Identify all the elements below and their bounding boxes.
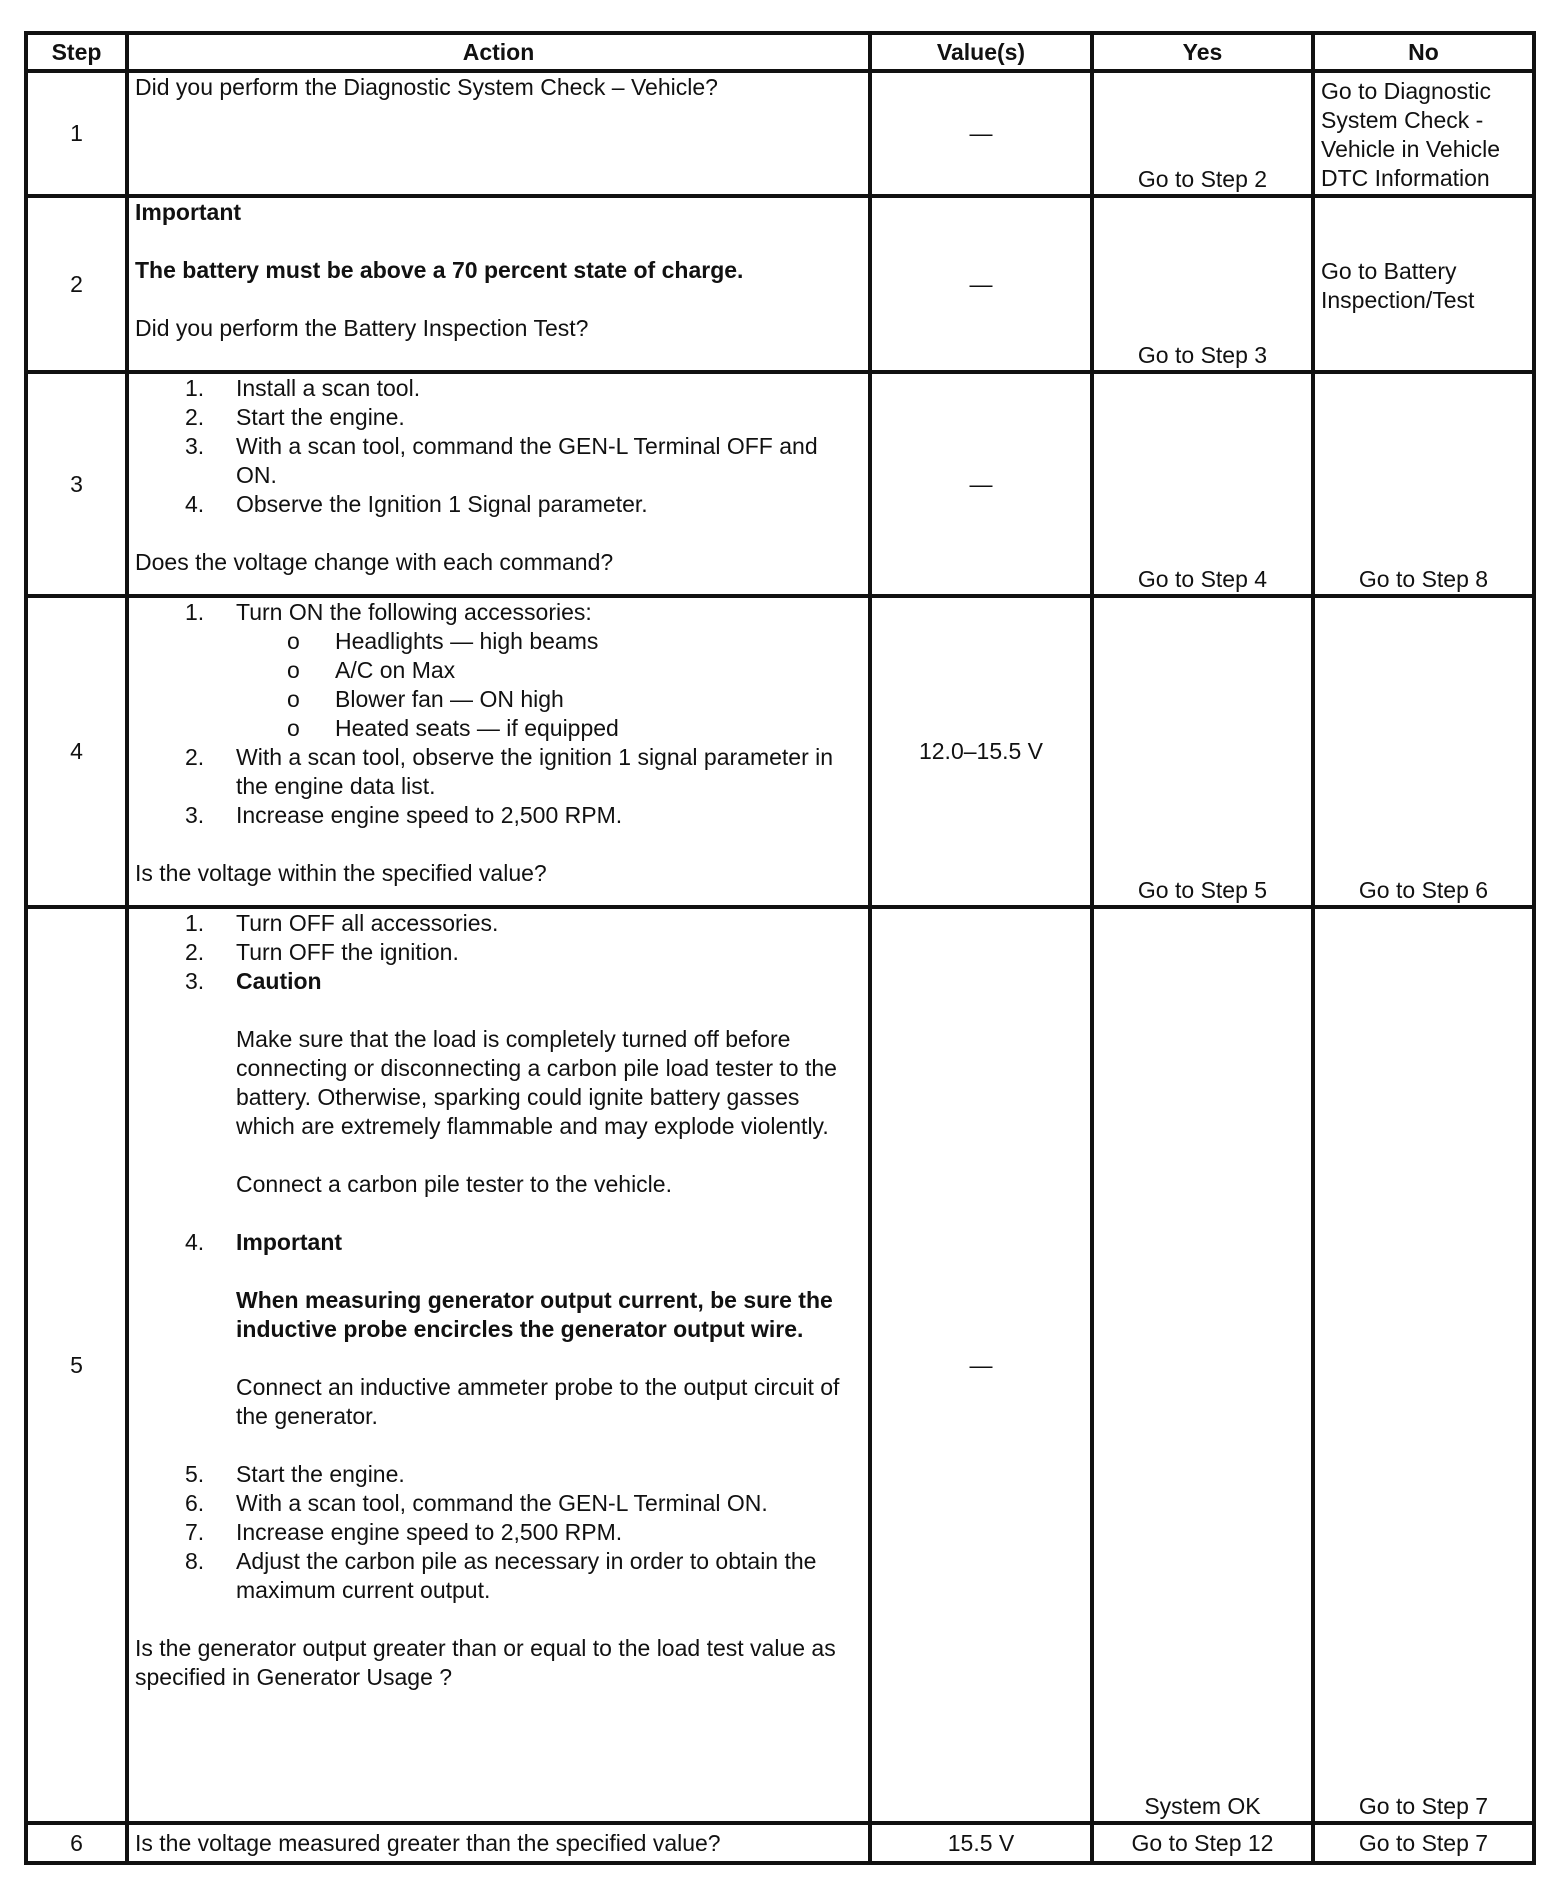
list-item: 7. Increase engine speed to 2,500 RPM. — [185, 1519, 623, 1545]
yes-link[interactable]: Go to Step 12 — [1092, 1823, 1313, 1863]
yes-link[interactable]: Go to Step 2 — [1092, 71, 1313, 196]
header-row — [26, 33, 1534, 71]
list-item: o Headlights — high beams — [287, 628, 599, 654]
yes-link[interactable]: System OK — [1092, 907, 1313, 1823]
no-link[interactable]: Go to Battery Inspection/Test — [1313, 196, 1534, 372]
list-item: 1. Turn OFF all accessories. — [185, 910, 499, 936]
header-yes: Yes — [1092, 33, 1313, 71]
procedure-list — [135, 1460, 862, 1605]
no-link[interactable]: Go to Step 7 — [1313, 1823, 1534, 1863]
procedure-list — [135, 1228, 862, 1257]
table-row-step-4 — [26, 596, 1534, 907]
question-text: Does the voltage change with each command? — [135, 549, 614, 575]
step-number: 3 — [26, 372, 127, 596]
important-text: When measuring generator output current, be sure the inductive probe encircles the generator output wire. — [236, 1287, 833, 1342]
action-cell — [127, 1823, 870, 1863]
question-text: Did you perform the Diagnostic System Check – Vehicle? — [135, 74, 718, 100]
important-text: The battery must be above a 70 percent state of charge. — [135, 257, 744, 283]
question-text: Is the voltage within the specified value? — [135, 860, 547, 886]
value-cell: — — [870, 372, 1092, 596]
value-cell: 12.0–15.5 V — [870, 596, 1092, 907]
list-item: 3. With a scan tool, command the GEN-L Terminal OFF and ON. — [185, 433, 818, 488]
list-item: o Blower fan — ON high — [287, 686, 564, 712]
procedure-list — [135, 598, 862, 627]
list-item: 3. Caution — [185, 968, 322, 994]
step-number: 6 — [26, 1823, 127, 1863]
procedure-list — [135, 909, 862, 996]
important-label: Important — [135, 199, 242, 225]
value-cell: — — [870, 196, 1092, 372]
action-cell — [127, 71, 870, 196]
table-row-step-1 — [26, 71, 1534, 196]
list-item: 8. Adjust the carbon pile as necessary in order to obtain the maximum current output. — [185, 1548, 817, 1603]
question-text: Is the voltage measured greater than the specified value? — [135, 1829, 721, 1856]
action-cell — [127, 372, 870, 596]
list-item: 6. With a scan tool, command the GEN-L Terminal ON. — [185, 1490, 768, 1516]
step-number: 1 — [26, 71, 127, 196]
no-link[interactable]: Go to Step 7 — [1313, 907, 1534, 1823]
procedure-list — [135, 743, 862, 830]
list-item: 2. Start the engine. — [185, 404, 405, 430]
value-cell: 15.5 V — [870, 1823, 1092, 1863]
diagnostic-table — [24, 31, 1536, 1865]
procedure-list — [135, 374, 862, 519]
list-item: 4. Observe the Ignition 1 Signal parameter. — [185, 491, 648, 517]
step-number: 4 — [26, 596, 127, 907]
list-item: 2. With a scan tool, observe the ignition 1 signal parameter in the engine data list. — [185, 744, 834, 799]
table-row-step-6 — [26, 1823, 1534, 1863]
list-item: 2. Turn OFF the ignition. — [185, 939, 459, 965]
important-label: Important — [236, 1229, 343, 1255]
header-step: Step — [26, 33, 127, 71]
no-link[interactable]: Go to Step 6 — [1313, 596, 1534, 907]
header-action: Action — [127, 33, 870, 71]
header-no: No — [1313, 33, 1534, 71]
header-values: Value(s) — [870, 33, 1092, 71]
question-text: Is the generator output greater than or equal to the load test value as specified in Generator Usage ? — [135, 1635, 836, 1690]
table-row-step-5 — [26, 907, 1534, 1823]
list-item: 4. Important — [185, 1229, 343, 1255]
no-link[interactable]: Go to Step 8 — [1313, 372, 1534, 596]
procedure-text: Connect a carbon pile tester to the vehicle. — [236, 1171, 672, 1197]
list-item: 1. Turn ON the following accessories: — [185, 599, 592, 625]
list-item: 5. Start the engine. — [185, 1461, 405, 1487]
list-item: o A/C on Max — [287, 657, 456, 683]
list-item: 1. Install a scan tool. — [185, 375, 421, 401]
accessory-list — [135, 627, 862, 743]
action-cell — [127, 196, 870, 372]
caution-text: Make sure that the load is completely turned off before connecting or disconnecting a carbon pile load tester to the battery. Otherwise, sparking could ignite battery gasses which are extremely flammable and may explode violently. — [236, 1026, 837, 1139]
step-number: 2 — [26, 196, 127, 372]
value-cell: — — [870, 71, 1092, 196]
procedure-text: Connect an inductive ammeter probe to the output circuit of the generator. — [236, 1374, 840, 1429]
no-link[interactable]: Go to Diagnostic System Check - Vehicle in Vehicle DTC Information — [1313, 71, 1534, 196]
table-row-step-2 — [26, 196, 1534, 372]
step-number: 5 — [26, 907, 127, 1823]
list-item: o Heated seats — if equipped — [287, 715, 619, 741]
value-cell: — — [870, 907, 1092, 1823]
action-cell — [127, 907, 870, 1823]
yes-link[interactable]: Go to Step 5 — [1092, 596, 1313, 907]
list-item: 3. Increase engine speed to 2,500 RPM. — [185, 802, 623, 828]
question-text: Did you perform the Battery Inspection Test? — [135, 315, 589, 341]
yes-link[interactable]: Go to Step 4 — [1092, 372, 1313, 596]
action-cell — [127, 596, 870, 907]
table-row-step-3 — [26, 372, 1534, 596]
caution-label: Caution — [236, 968, 322, 994]
yes-link[interactable]: Go to Step 3 — [1092, 196, 1313, 372]
